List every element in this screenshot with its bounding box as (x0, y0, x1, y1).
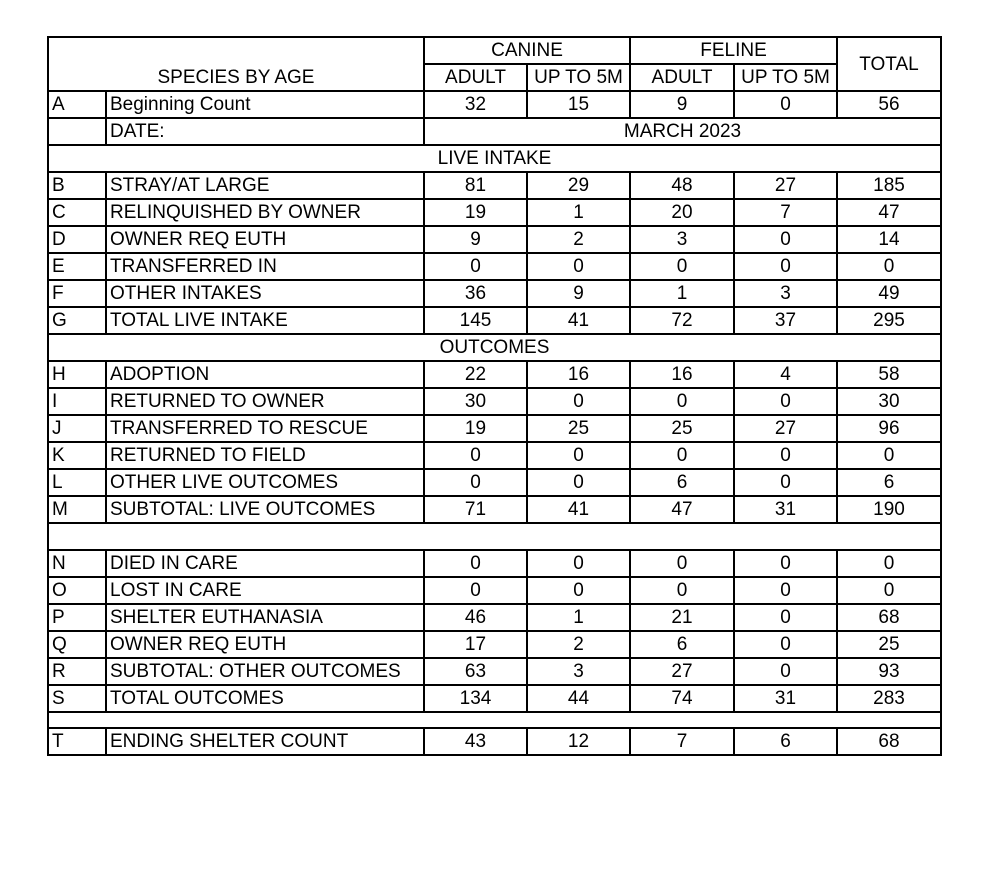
cell-canine-adult: 43 (424, 728, 527, 755)
row-code: K (48, 442, 106, 469)
row-code: B (48, 172, 106, 199)
section-row (48, 334, 941, 361)
row-code: M (48, 496, 106, 523)
row-code: H (48, 361, 106, 388)
row-label: RETURNED TO OWNER (106, 388, 424, 415)
canine-adult-header: ADULT (424, 64, 527, 91)
cell-feline-adult: 9 (630, 91, 734, 118)
cell-total: 6 (837, 469, 941, 496)
canine-header: CANINE (424, 37, 630, 64)
cell-feline-adult: 25 (630, 415, 734, 442)
cell-total: 68 (837, 604, 941, 631)
spacer-row (48, 712, 941, 728)
row-label: OTHER LIVE OUTCOMES (106, 469, 424, 496)
cell-total: 30 (837, 388, 941, 415)
cell-total: 93 (837, 658, 941, 685)
table-row (48, 415, 941, 442)
date-row (48, 118, 941, 145)
cell-canine-up-to-5m: 0 (527, 253, 630, 280)
cell-feline-adult: 74 (630, 685, 734, 712)
cell-feline-adult: 0 (630, 253, 734, 280)
cell-canine-adult: 0 (424, 469, 527, 496)
table-row (48, 388, 941, 415)
row-code: C (48, 199, 106, 226)
cell-feline-up-to-5m: 0 (734, 550, 837, 577)
table-row (48, 199, 941, 226)
table-row (48, 685, 941, 712)
cell-canine-up-to-5m: 44 (527, 685, 630, 712)
outcomes-section-title: OUTCOMES (48, 334, 941, 361)
cell-feline-adult: 20 (630, 199, 734, 226)
cell-canine-up-to-5m: 3 (527, 658, 630, 685)
row-label: ENDING SHELTER COUNT (106, 728, 424, 755)
row-code: Q (48, 631, 106, 658)
cell-feline-up-to-5m: 0 (734, 442, 837, 469)
cell-canine-adult: 19 (424, 199, 527, 226)
cell-canine-up-to-5m: 1 (527, 199, 630, 226)
table-row (48, 442, 941, 469)
cell-canine-adult: 46 (424, 604, 527, 631)
cell-canine-up-to-5m: 0 (527, 388, 630, 415)
shelter-statistics-sheet (47, 36, 942, 756)
cell-total: 47 (837, 199, 941, 226)
cell-canine-up-to-5m: 16 (527, 361, 630, 388)
cell-total: 96 (837, 415, 941, 442)
feline-up-to-5m-header: UP TO 5M (734, 64, 837, 91)
cell-total: 0 (837, 550, 941, 577)
live-intake-section-title: LIVE INTAKE (48, 145, 941, 172)
total-header: TOTAL (837, 37, 941, 91)
species-by-age-header: SPECIES BY AGE (48, 37, 424, 91)
cell-canine-adult: 0 (424, 253, 527, 280)
shelter-statistics-table (47, 36, 942, 756)
row-code: F (48, 280, 106, 307)
cell-canine-adult: 81 (424, 172, 527, 199)
date-value: MARCH 2023 (424, 118, 941, 145)
cell-feline-up-to-5m: 7 (734, 199, 837, 226)
row-label: TRANSFERRED TO RESCUE (106, 415, 424, 442)
table-row (48, 280, 941, 307)
row-code: A (48, 91, 106, 118)
row-label: SUBTOTAL: OTHER OUTCOMES (106, 658, 424, 685)
cell-canine-up-to-5m: 9 (527, 280, 630, 307)
cell-canine-up-to-5m: 12 (527, 728, 630, 755)
row-code: J (48, 415, 106, 442)
cell-canine-up-to-5m: 41 (527, 307, 630, 334)
row-label: LOST IN CARE (106, 577, 424, 604)
row-code: O (48, 577, 106, 604)
cell-feline-up-to-5m: 0 (734, 388, 837, 415)
spacer-row (48, 523, 941, 550)
cell-canine-adult: 30 (424, 388, 527, 415)
cell-canine-adult: 0 (424, 442, 527, 469)
cell-total: 185 (837, 172, 941, 199)
table-row (48, 631, 941, 658)
cell-feline-up-to-5m: 0 (734, 577, 837, 604)
cell-canine-up-to-5m: 15 (527, 91, 630, 118)
cell-canine-up-to-5m: 0 (527, 469, 630, 496)
cell-canine-up-to-5m: 41 (527, 496, 630, 523)
section-row-live-intake (48, 145, 941, 172)
table-row (48, 658, 941, 685)
cell-feline-adult: 21 (630, 604, 734, 631)
cell-feline-up-to-5m: 0 (734, 631, 837, 658)
cell-total: 14 (837, 226, 941, 253)
cell-feline-up-to-5m: 0 (734, 226, 837, 253)
cell-canine-adult: 22 (424, 361, 527, 388)
cell-feline-up-to-5m: 37 (734, 307, 837, 334)
cell-feline-adult: 7 (630, 728, 734, 755)
row-code: R (48, 658, 106, 685)
cell-feline-up-to-5m: 3 (734, 280, 837, 307)
cell-canine-up-to-5m: 0 (527, 550, 630, 577)
cell-total: 190 (837, 496, 941, 523)
table-row (48, 496, 941, 523)
cell-feline-up-to-5m: 0 (734, 469, 837, 496)
cell-canine-adult: 71 (424, 496, 527, 523)
row-code: E (48, 253, 106, 280)
cell-feline-adult: 0 (630, 550, 734, 577)
row-code: T (48, 728, 106, 755)
cell-total: 0 (837, 253, 941, 280)
cell-feline-up-to-5m: 0 (734, 91, 837, 118)
row-label: RELINQUISHED BY OWNER (106, 199, 424, 226)
table-row (48, 91, 941, 118)
cell-canine-up-to-5m: 2 (527, 631, 630, 658)
table-row (48, 550, 941, 577)
cell-canine-adult: 145 (424, 307, 527, 334)
table-row (48, 728, 941, 755)
table-row (48, 577, 941, 604)
cell-feline-adult: 6 (630, 631, 734, 658)
table-row (48, 361, 941, 388)
cell-total: 0 (837, 577, 941, 604)
cell-canine-up-to-5m: 0 (527, 577, 630, 604)
cell-feline-up-to-5m: 4 (734, 361, 837, 388)
cell-canine-adult: 36 (424, 280, 527, 307)
header-row-species (48, 37, 941, 64)
canine-up-to-5m-header: UP TO 5M (527, 64, 630, 91)
row-label: SHELTER EUTHANASIA (106, 604, 424, 631)
table-row (48, 307, 941, 334)
cell-feline-adult: 0 (630, 388, 734, 415)
cell-canine-adult: 9 (424, 226, 527, 253)
cell-feline-up-to-5m: 0 (734, 658, 837, 685)
cell-feline-adult: 1 (630, 280, 734, 307)
table-row (48, 469, 941, 496)
row-code: I (48, 388, 106, 415)
cell-total: 283 (837, 685, 941, 712)
table-row (48, 226, 941, 253)
row-code: D (48, 226, 106, 253)
row-code: N (48, 550, 106, 577)
cell-canine-adult: 32 (424, 91, 527, 118)
row-label: TRANSFERRED IN (106, 253, 424, 280)
cell-canine-up-to-5m: 29 (527, 172, 630, 199)
row-code-empty (48, 118, 106, 145)
cell-total: 0 (837, 442, 941, 469)
cell-canine-up-to-5m: 25 (527, 415, 630, 442)
row-label: Beginning Count (106, 91, 424, 118)
cell-total: 49 (837, 280, 941, 307)
cell-canine-adult: 17 (424, 631, 527, 658)
cell-canine-adult: 19 (424, 415, 527, 442)
cell-feline-adult: 6 (630, 469, 734, 496)
row-label: RETURNED TO FIELD (106, 442, 424, 469)
table-row (48, 604, 941, 631)
cell-total: 25 (837, 631, 941, 658)
cell-canine-adult: 0 (424, 577, 527, 604)
cell-canine-adult: 63 (424, 658, 527, 685)
cell-feline-up-to-5m: 0 (734, 604, 837, 631)
cell-canine-adult: 0 (424, 550, 527, 577)
cell-feline-up-to-5m: 27 (734, 172, 837, 199)
spacer-cell (48, 712, 941, 728)
date-label: DATE: (106, 118, 424, 145)
row-label: TOTAL OUTCOMES (106, 685, 424, 712)
table-row (48, 253, 941, 280)
row-label: OTHER INTAKES (106, 280, 424, 307)
row-label: STRAY/AT LARGE (106, 172, 424, 199)
feline-header: FELINE (630, 37, 837, 64)
cell-total: 68 (837, 728, 941, 755)
row-label: SUBTOTAL: LIVE OUTCOMES (106, 496, 424, 523)
cell-feline-adult: 72 (630, 307, 734, 334)
cell-feline-adult: 16 (630, 361, 734, 388)
cell-feline-up-to-5m: 31 (734, 685, 837, 712)
cell-canine-up-to-5m: 2 (527, 226, 630, 253)
cell-feline-up-to-5m: 0 (734, 253, 837, 280)
row-label: OWNER REQ EUTH (106, 226, 424, 253)
cell-feline-adult: 0 (630, 577, 734, 604)
feline-adult-header: ADULT (630, 64, 734, 91)
cell-feline-adult: 27 (630, 658, 734, 685)
cell-feline-adult: 0 (630, 442, 734, 469)
row-label: DIED IN CARE (106, 550, 424, 577)
cell-feline-adult: 48 (630, 172, 734, 199)
cell-feline-up-to-5m: 27 (734, 415, 837, 442)
row-code: P (48, 604, 106, 631)
row-label: ADOPTION (106, 361, 424, 388)
row-code: S (48, 685, 106, 712)
cell-feline-up-to-5m: 31 (734, 496, 837, 523)
table-row (48, 172, 941, 199)
cell-total: 56 (837, 91, 941, 118)
row-label: TOTAL LIVE INTAKE (106, 307, 424, 334)
cell-feline-up-to-5m: 6 (734, 728, 837, 755)
spacer-cell (48, 523, 941, 550)
cell-feline-adult: 47 (630, 496, 734, 523)
cell-canine-up-to-5m: 0 (527, 442, 630, 469)
cell-total: 58 (837, 361, 941, 388)
row-code: L (48, 469, 106, 496)
row-label: OWNER REQ EUTH (106, 631, 424, 658)
row-code: G (48, 307, 106, 334)
cell-feline-adult: 3 (630, 226, 734, 253)
cell-canine-up-to-5m: 1 (527, 604, 630, 631)
cell-canine-adult: 134 (424, 685, 527, 712)
cell-total: 295 (837, 307, 941, 334)
